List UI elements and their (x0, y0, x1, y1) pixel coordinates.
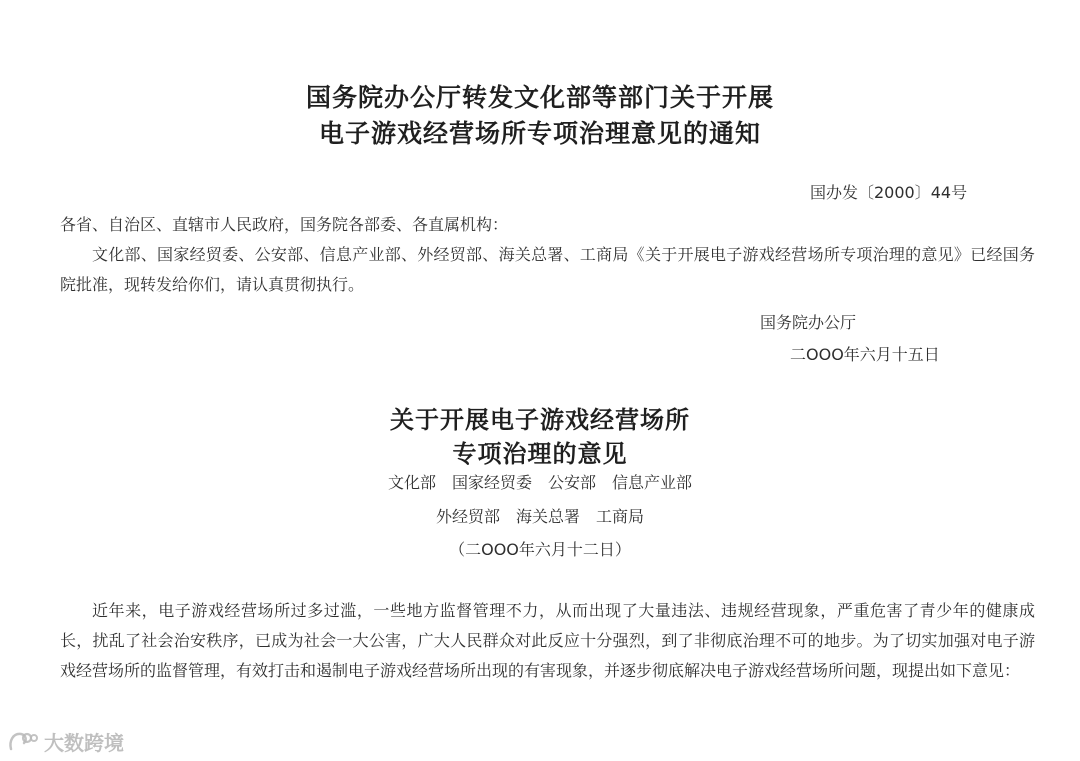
notice-title-line2: 电子游戏经营场所专项治理意见的通知 (318, 119, 761, 148)
opinion-depts-line1: 文化部 国家经贸委 公安部 信息产业部 (387, 473, 692, 492)
opinion-depts-line2: 外经贸部 海关总署 工商局 (435, 507, 644, 526)
notice-body: 文化部、国家经贸委、公安部、信息产业部、外经贸部、海关总署、工商局《关于开展电子游戏经营场所专项治理的意见》已经国务院批准，现转发给你们，请认真贯彻执行。 (60, 245, 1035, 294)
watermark (8, 726, 124, 756)
opinion-title-line2: 专项治理的意见 (452, 439, 628, 468)
signer: 国务院办公厅 (760, 313, 857, 332)
notice-title-line1: 国务院办公厅转发文化部等部门关于开展 (305, 83, 774, 112)
notice-date: 二OOO年六月十五日 (790, 345, 940, 364)
logo-icon (8, 729, 38, 753)
salutation: 各省、自治区、直辖市人民政府，国务院各部委、各直属机构： (60, 215, 509, 234)
watermark-text: 大数跨境 (44, 730, 124, 755)
doc-number: 国办发〔2000〕44号 (810, 183, 968, 202)
opinion-title-line1: 关于开展电子游戏经营场所 (390, 405, 690, 434)
opinion-date: （二OOO年六月十二日） (449, 540, 631, 559)
opinion-paragraph: 近年来，电子游戏经营场所过多过滥，一些地方监督管理不力，从而出现了大量违法、违规经营现象，严重危害了青少年的健康成长，扰乱了社会治安秩序，已成为社会一大公害，广大人民群众对此反应十分强烈，到了非彻底治理不可的地步。为了切实加强对电子游戏经营场所的监督管理，有效打击和遏制电子游戏经营场所出现的有害现象，并逐步彻底解决电子游戏经营场所问题，现提出如下意见： (60, 601, 1035, 680)
